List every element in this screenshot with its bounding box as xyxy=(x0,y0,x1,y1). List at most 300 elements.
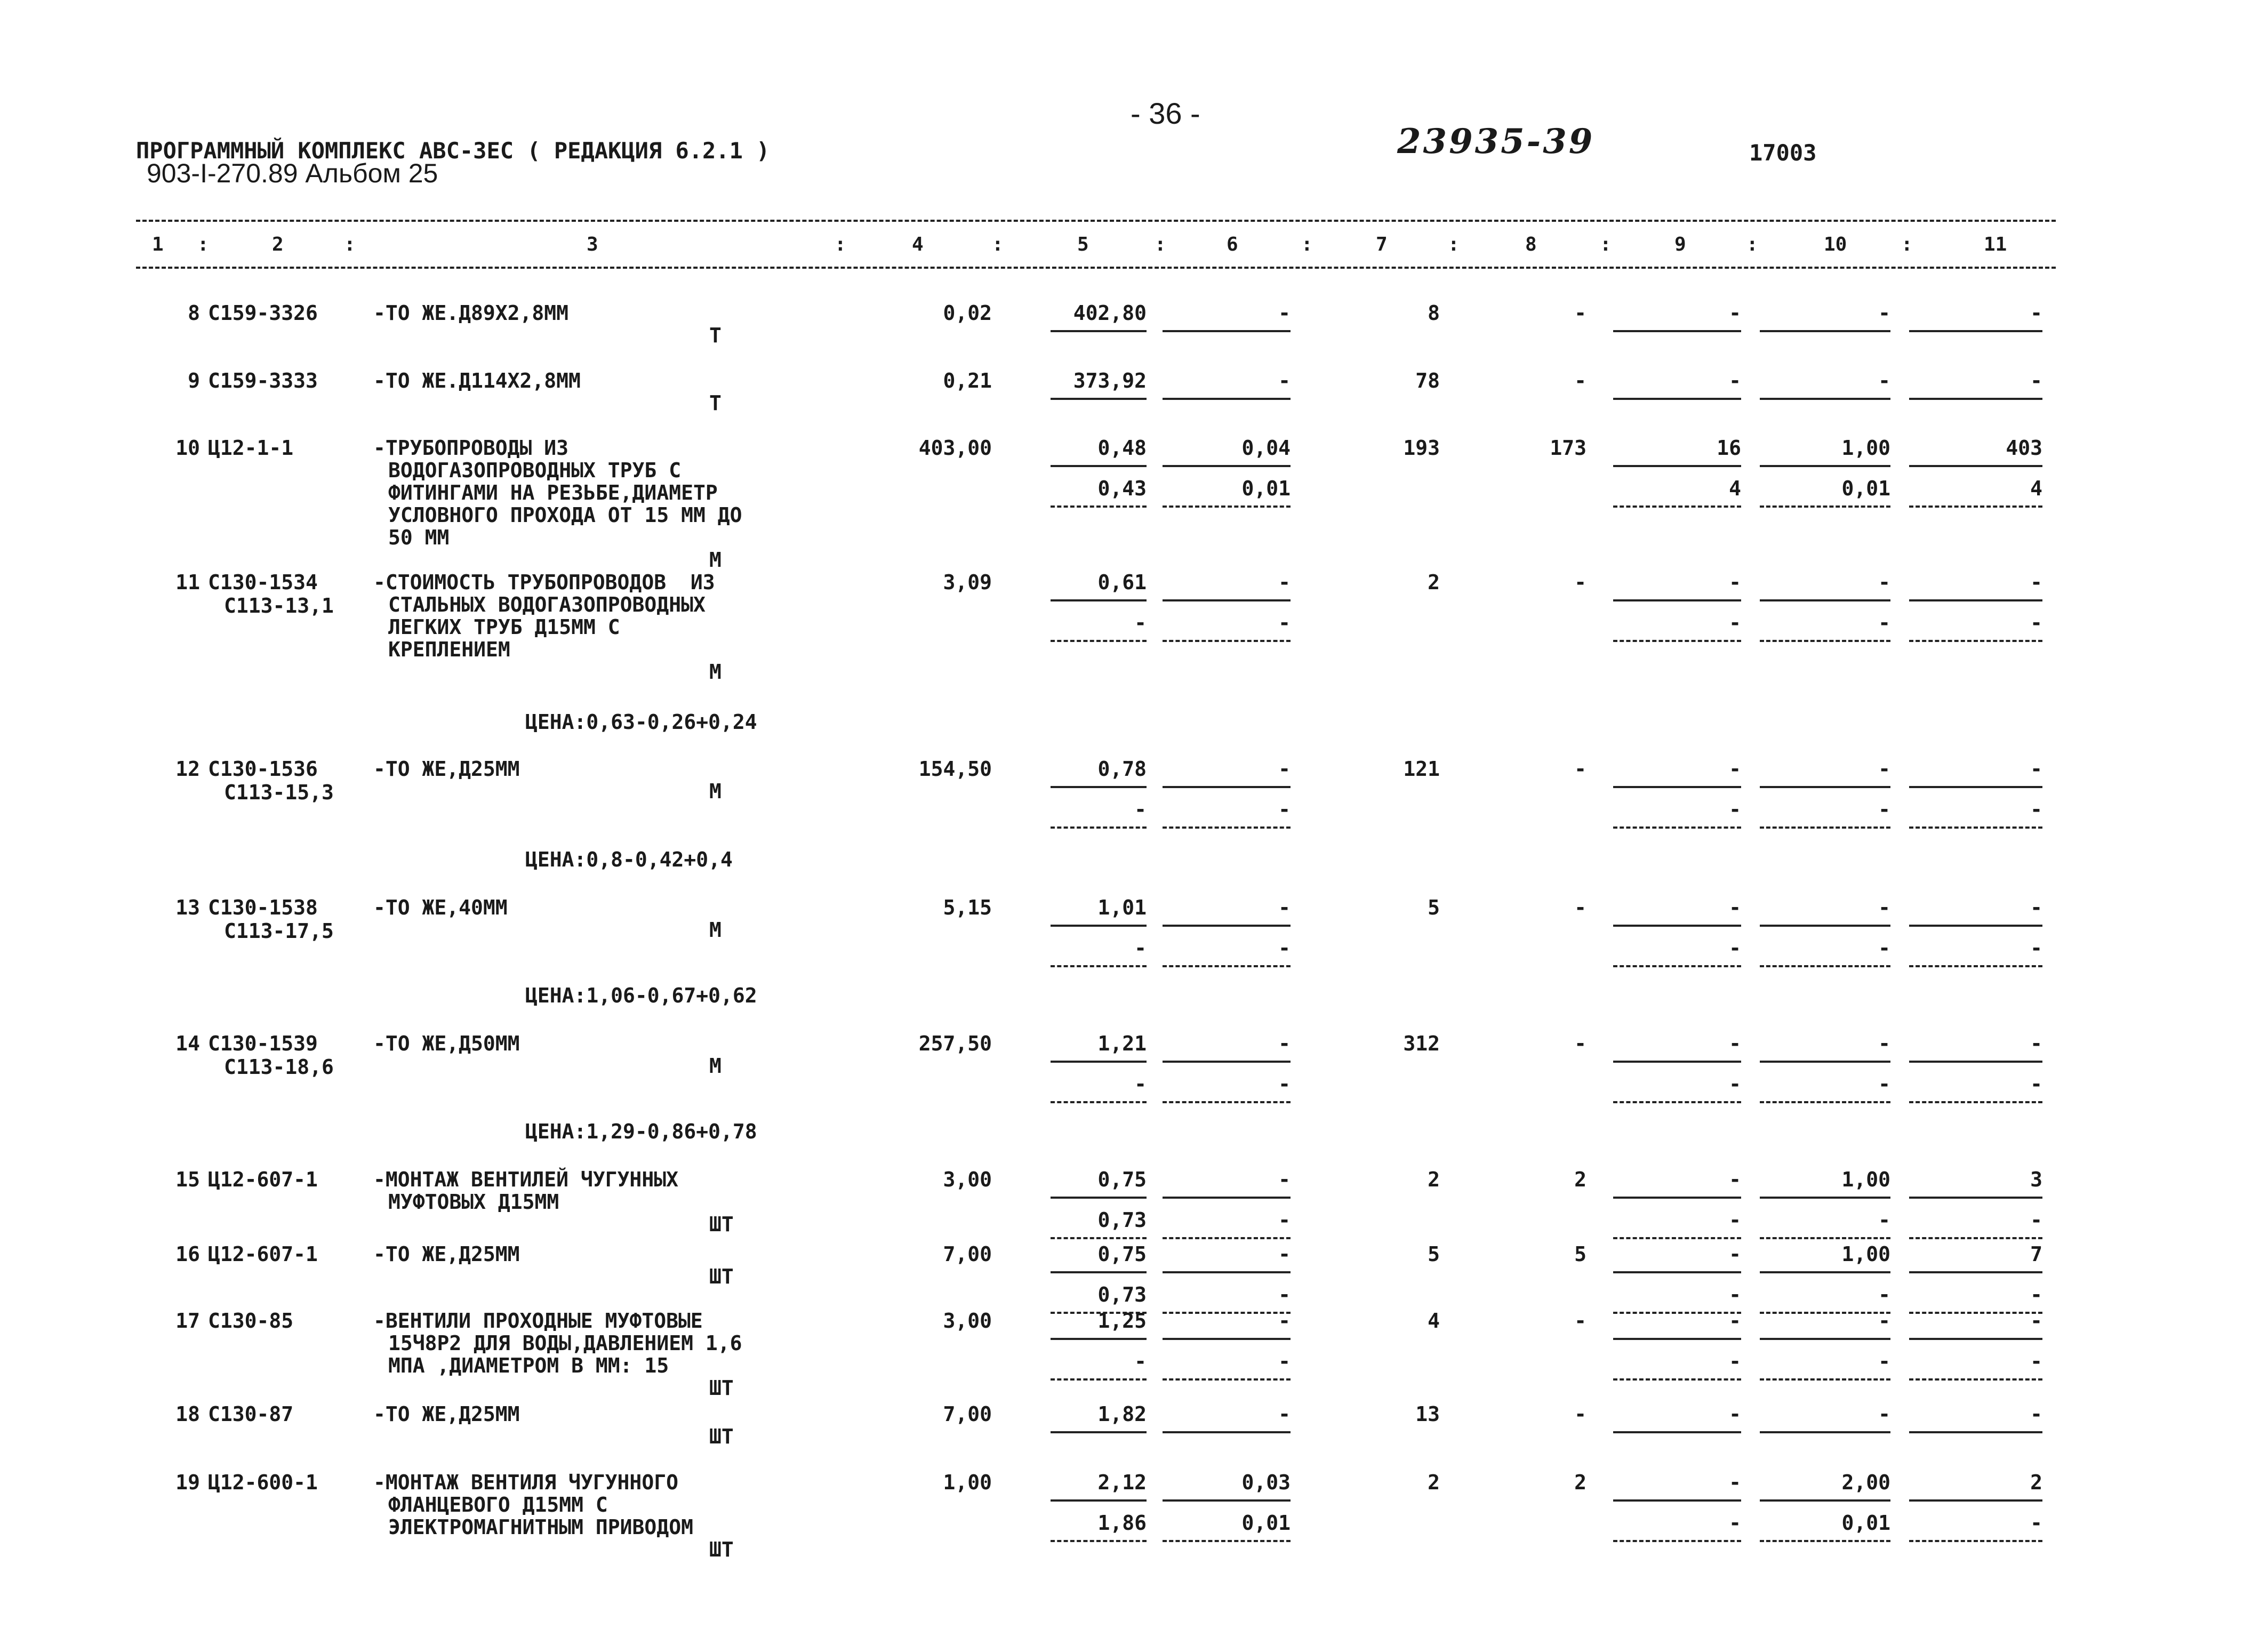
fraction-rule xyxy=(1051,599,1147,601)
labour-total-bottom: - xyxy=(2030,798,2042,821)
fraction-rule xyxy=(1051,1271,1147,1273)
unit-of-measure: ШТ xyxy=(709,1538,734,1561)
fraction-rule xyxy=(1909,1101,2042,1103)
fraction-rule xyxy=(1051,1237,1147,1239)
unit-cost-machines-bottom: - xyxy=(1278,1350,1291,1373)
quantity: 403,00 xyxy=(918,436,992,460)
total-machines-bottom: - xyxy=(1729,1511,1741,1535)
total-cost: 5 xyxy=(1428,896,1440,919)
total-wages: - xyxy=(1574,1032,1586,1055)
column-number: : xyxy=(1155,234,1166,255)
norm-code: Ц12-607-1 xyxy=(208,1168,318,1191)
total-cost: 121 xyxy=(1403,757,1440,781)
work-description: -ТО ЖЕ,40ММ xyxy=(373,896,508,919)
fraction-rule xyxy=(1909,1061,2042,1063)
fraction-rule xyxy=(1909,599,2042,601)
fraction-rule xyxy=(1163,1197,1291,1199)
album-reference: 903-I-270.89 Альбом 25 xyxy=(147,158,438,188)
fraction-rule xyxy=(1909,1540,2042,1542)
unit-cost-top: 2,12 xyxy=(1097,1471,1147,1494)
fraction-rule xyxy=(1909,505,2042,508)
price-formula: ЦЕНА:0,8-0,42+0,4 xyxy=(525,848,733,871)
column-number: : xyxy=(1901,234,1913,255)
unit-cost-top: 0,48 xyxy=(1097,436,1147,460)
fraction-rule xyxy=(1760,965,1890,967)
labour-unit-top: - xyxy=(1878,571,1890,594)
labour-total-bottom: - xyxy=(2030,1511,2042,1535)
unit-cost-top: 0,78 xyxy=(1097,757,1147,781)
fraction-rule xyxy=(1760,640,1890,642)
unit-of-measure: М xyxy=(709,548,722,572)
total-wages: 173 xyxy=(1550,436,1586,460)
fraction-rule xyxy=(1909,786,2042,788)
total-machines-bottom: - xyxy=(1729,1208,1741,1232)
labour-total-bottom: - xyxy=(2030,1350,2042,1373)
fraction-rule xyxy=(1909,640,2042,642)
row-number: 18 xyxy=(175,1402,200,1426)
fraction-rule xyxy=(1051,1540,1147,1542)
work-description: -ТО ЖЕ.Д114Х2,8ММ xyxy=(373,369,581,392)
unit-cost-machines-top: - xyxy=(1278,301,1291,325)
quantity: 3,00 xyxy=(943,1309,992,1333)
norm-code: Ц12-607-1 xyxy=(208,1242,318,1266)
unit-cost-bottom: - xyxy=(1134,936,1147,960)
fraction-rule xyxy=(1051,465,1147,467)
unit-cost-top: 0,61 xyxy=(1097,571,1147,594)
price-code: С113-17,5 xyxy=(224,919,334,943)
fraction-rule xyxy=(1051,398,1147,400)
fraction-rule xyxy=(1909,330,2042,332)
labour-total-top: - xyxy=(2030,896,2042,919)
norm-code: С130-87 xyxy=(208,1402,294,1426)
unit-of-measure: М xyxy=(709,1054,722,1078)
fraction-rule xyxy=(1163,330,1291,332)
total-machines-bottom: - xyxy=(1729,1350,1741,1373)
fraction-rule xyxy=(1909,1338,2042,1340)
norm-code: Ц12-600-1 xyxy=(208,1471,318,1494)
fraction-rule xyxy=(1163,398,1291,400)
quantity: 0,21 xyxy=(943,369,992,392)
header-program-title: ПРОГРАММНЫЙ КОМПЛЕКС АВС-3ЕС ( РЕДАКЦИЯ 6.2.1 ) xyxy=(136,138,770,164)
column-number: : xyxy=(1746,234,1758,255)
fraction-rule xyxy=(1051,1499,1147,1502)
labour-unit-top: - xyxy=(1878,896,1890,919)
column-number: 7 xyxy=(1376,234,1388,255)
row-number: 13 xyxy=(175,896,200,919)
unit-of-measure: Т xyxy=(709,391,722,415)
fraction-rule xyxy=(1613,925,1741,927)
total-machines-top: - xyxy=(1729,1402,1741,1426)
work-description: УСЛОВНОГО ПРОХОДА ОТ 15 ММ ДО xyxy=(388,503,742,527)
fraction-rule xyxy=(1613,330,1741,332)
unit-cost-machines-bottom: - xyxy=(1278,1072,1291,1096)
fraction-rule xyxy=(1613,1237,1741,1239)
work-description: -ТРУБОПРОВОДЫ ИЗ xyxy=(373,436,569,460)
unit-cost-machines-top: - xyxy=(1278,1402,1291,1426)
fraction-rule xyxy=(1163,786,1291,788)
column-number: 9 xyxy=(1674,234,1686,255)
unit-cost-bottom: - xyxy=(1134,798,1147,821)
price-formula: ЦЕНА:1,29-0,86+0,78 xyxy=(525,1120,757,1143)
column-number: 6 xyxy=(1227,234,1238,255)
fraction-rule xyxy=(1613,1061,1741,1063)
fraction-rule xyxy=(1909,1271,2042,1273)
unit-cost-top: 402,80 xyxy=(1073,301,1147,325)
unit-of-measure: М xyxy=(709,660,722,684)
fraction-rule xyxy=(1909,925,2042,927)
unit-cost-top: 0,75 xyxy=(1097,1168,1147,1191)
price-code: С113-15,3 xyxy=(224,781,334,804)
total-wages: - xyxy=(1574,1402,1586,1426)
fraction-rule xyxy=(1613,1431,1741,1433)
quantity: 0,02 xyxy=(943,301,992,325)
fraction-rule xyxy=(1163,640,1291,642)
fraction-rule xyxy=(1909,965,2042,967)
quantity: 7,00 xyxy=(943,1402,992,1426)
work-description: ФЛАНЦЕВОГО Д15ММ С xyxy=(388,1493,608,1516)
fraction-rule xyxy=(1760,786,1890,788)
total-machines-top: - xyxy=(1729,1242,1741,1266)
fraction-rule xyxy=(1760,1061,1890,1063)
total-wages: - xyxy=(1574,301,1586,325)
fraction-rule xyxy=(1760,1499,1890,1502)
labour-total-top: - xyxy=(2030,1032,2042,1055)
fraction-rule xyxy=(1051,925,1147,927)
labour-unit-bottom: - xyxy=(1878,611,1890,635)
fraction-rule xyxy=(1163,599,1291,601)
unit-cost-machines-top: - xyxy=(1278,1309,1291,1333)
total-machines-top: - xyxy=(1729,571,1741,594)
fraction-rule xyxy=(1909,1499,2042,1502)
row-number: 11 xyxy=(175,571,200,594)
quantity: 257,50 xyxy=(918,1032,992,1055)
total-machines-bottom: - xyxy=(1729,936,1741,960)
fraction-rule xyxy=(1909,1237,2042,1239)
price-code: С113-13,1 xyxy=(224,594,334,617)
labour-unit-top: - xyxy=(1878,1402,1890,1426)
unit-cost-top: 1,01 xyxy=(1097,896,1147,919)
unit-cost-top: 1,82 xyxy=(1097,1402,1147,1426)
unit-cost-bottom: 0,73 xyxy=(1097,1208,1147,1232)
labour-total-top: - xyxy=(2030,1309,2042,1333)
unit-of-measure: ШТ xyxy=(709,1376,734,1400)
total-cost: 193 xyxy=(1403,436,1440,460)
norm-code: С130-85 xyxy=(208,1309,294,1333)
work-description: -ТО ЖЕ,Д25ММ xyxy=(373,1242,520,1266)
unit-cost-machines-top: - xyxy=(1278,757,1291,781)
unit-of-measure: М xyxy=(709,780,722,803)
fraction-rule xyxy=(1760,1338,1890,1340)
column-number: : xyxy=(835,234,846,255)
labour-unit-bottom: - xyxy=(1878,1283,1890,1306)
total-cost: 8 xyxy=(1428,301,1440,325)
labour-unit-top: - xyxy=(1878,757,1890,781)
column-number: : xyxy=(1301,234,1313,255)
labour-unit-bottom: - xyxy=(1878,936,1890,960)
fraction-rule xyxy=(1760,505,1890,508)
fraction-rule xyxy=(1613,965,1741,967)
row-number: 14 xyxy=(175,1032,200,1055)
total-cost: 5 xyxy=(1428,1242,1440,1266)
labour-unit-top: 2,00 xyxy=(1841,1471,1890,1494)
labour-unit-bottom: 0,01 xyxy=(1841,1511,1890,1535)
unit-cost-machines-top: 0,04 xyxy=(1241,436,1291,460)
unit-cost-machines-top: - xyxy=(1278,369,1291,392)
work-description: -МОНТАЖ ВЕНТИЛЕЙ ЧУГУННЫХ xyxy=(373,1168,678,1191)
quantity: 3,00 xyxy=(943,1168,992,1191)
unit-cost-machines-bottom: - xyxy=(1278,611,1291,635)
unit-cost-machines-bottom: 0,01 xyxy=(1241,477,1291,500)
work-description: ЭЛЕКТРОМАГНИТНЫМ ПРИВОДОМ xyxy=(388,1515,693,1539)
unit-of-measure: ШТ xyxy=(709,1425,734,1448)
work-description: СТАЛЬНЫХ ВОДОГАЗОПРОВОДНЫХ xyxy=(388,593,706,616)
norm-code: С130-1534 xyxy=(208,571,318,594)
labour-unit-top: - xyxy=(1878,1309,1890,1333)
fraction-rule xyxy=(1760,1271,1890,1273)
total-wages: - xyxy=(1574,571,1586,594)
fraction-rule xyxy=(1760,1197,1890,1199)
fraction-rule xyxy=(1613,1338,1741,1340)
fraction-rule xyxy=(1163,1237,1291,1239)
header-top-rule xyxy=(136,220,2056,222)
unit-cost-top: 0,75 xyxy=(1097,1242,1147,1266)
unit-cost-machines-top: - xyxy=(1278,1032,1291,1055)
fraction-rule xyxy=(1760,1540,1890,1542)
fraction-rule xyxy=(1051,1338,1147,1340)
total-wages: - xyxy=(1574,369,1586,392)
total-machines-top: - xyxy=(1729,1032,1741,1055)
fraction-rule xyxy=(1760,330,1890,332)
work-description: -ТО ЖЕ,Д50ММ xyxy=(373,1032,520,1055)
fraction-rule xyxy=(1051,640,1147,642)
work-description: ЛЕГКИХ ТРУБ Д15ММ С xyxy=(388,615,620,639)
total-machines-bottom: - xyxy=(1729,611,1741,635)
quantity: 5,15 xyxy=(943,896,992,919)
column-number: 10 xyxy=(1824,234,1847,255)
unit-cost-machines-top: 0,03 xyxy=(1241,1471,1291,1494)
quantity: 7,00 xyxy=(943,1242,992,1266)
fraction-rule xyxy=(1909,465,2042,467)
fraction-rule xyxy=(1760,826,1890,829)
column-number: 3 xyxy=(587,234,598,255)
column-number: 1 xyxy=(152,234,164,255)
price-formula: ЦЕНА:0,63-0,26+0,24 xyxy=(525,710,757,734)
total-machines-top: - xyxy=(1729,301,1741,325)
labour-unit-top: 1,00 xyxy=(1841,436,1890,460)
labour-unit-top: 1,00 xyxy=(1841,1168,1890,1191)
work-description: 15Ч8Р2 ДЛЯ ВОДЫ,ДАВЛЕНИЕМ 1,6 xyxy=(388,1331,742,1355)
work-description: -МОНТАЖ ВЕНТИЛЯ ЧУГУННОГО xyxy=(373,1471,678,1494)
fraction-rule xyxy=(1051,826,1147,829)
fraction-rule xyxy=(1613,398,1741,400)
fraction-rule xyxy=(1760,398,1890,400)
fraction-rule xyxy=(1909,1378,2042,1381)
unit-cost-bottom: - xyxy=(1134,1350,1147,1373)
fraction-rule xyxy=(1909,398,2042,400)
labour-total-bottom: - xyxy=(2030,1283,2042,1306)
fraction-rule xyxy=(1909,1431,2042,1433)
fraction-rule xyxy=(1163,1378,1291,1381)
norm-code: С159-3333 xyxy=(208,369,318,392)
fraction-rule xyxy=(1163,1271,1291,1273)
fraction-rule xyxy=(1760,1237,1890,1239)
unit-of-measure: ШТ xyxy=(709,1213,734,1236)
total-machines-top: - xyxy=(1729,896,1741,919)
fraction-rule xyxy=(1909,826,2042,829)
unit-cost-bottom: 1,86 xyxy=(1097,1511,1147,1535)
fraction-rule xyxy=(1760,1378,1890,1381)
fraction-rule xyxy=(1163,925,1291,927)
column-number: : xyxy=(1448,234,1460,255)
labour-total-bottom: - xyxy=(2030,1208,2042,1232)
labour-total-top: 403 xyxy=(2006,436,2042,460)
labour-unit-bottom: 0,01 xyxy=(1841,477,1890,500)
unit-cost-machines-bottom: - xyxy=(1278,1208,1291,1232)
norm-code: С130-1539 xyxy=(208,1032,318,1055)
total-wages: - xyxy=(1574,757,1586,781)
labour-total-top: - xyxy=(2030,757,2042,781)
fraction-rule xyxy=(1613,1499,1741,1502)
total-machines-top: - xyxy=(1729,1309,1741,1333)
total-machines-top: 16 xyxy=(1717,436,1741,460)
page-number: - 36 - xyxy=(1131,97,1200,130)
unit-cost-machines-bottom: - xyxy=(1278,936,1291,960)
column-number: : xyxy=(1600,234,1612,255)
column-number: : xyxy=(197,234,209,255)
fraction-rule xyxy=(1613,1271,1741,1273)
labour-unit-bottom: - xyxy=(1878,798,1890,821)
total-machines-top: - xyxy=(1729,757,1741,781)
labour-total-top: 7 xyxy=(2030,1242,2042,1266)
fraction-rule xyxy=(1613,1378,1741,1381)
unit-cost-machines-top: - xyxy=(1278,1168,1291,1191)
labour-total-top: - xyxy=(2030,301,2042,325)
total-cost: 4 xyxy=(1428,1309,1440,1333)
quantity: 154,50 xyxy=(918,757,992,781)
fraction-rule xyxy=(1613,640,1741,642)
work-description: ФИТИНГАМИ НА РЕЗЬБЕ,ДИАМЕТР xyxy=(388,481,718,504)
labour-total-top: - xyxy=(2030,369,2042,392)
fraction-rule xyxy=(1163,505,1291,508)
work-description: -ВЕНТИЛИ ПРОХОДНЫЕ МУФТОВЫЕ xyxy=(373,1309,703,1333)
unit-cost-top: 1,25 xyxy=(1097,1309,1147,1333)
unit-cost-top: 1,21 xyxy=(1097,1032,1147,1055)
fraction-rule xyxy=(1051,1378,1147,1381)
total-wages: - xyxy=(1574,896,1586,919)
labour-total-bottom: - xyxy=(2030,1072,2042,1096)
fraction-rule xyxy=(1051,786,1147,788)
fraction-rule xyxy=(1163,1101,1291,1103)
fraction-rule xyxy=(1613,599,1741,601)
fraction-rule xyxy=(1163,965,1291,967)
fraction-rule xyxy=(1051,505,1147,508)
labour-unit-top: - xyxy=(1878,1032,1890,1055)
unit-cost-machines-bottom: - xyxy=(1278,798,1291,821)
fraction-rule xyxy=(1760,465,1890,467)
fraction-rule xyxy=(1163,465,1291,467)
labour-unit-top: - xyxy=(1878,369,1890,392)
fraction-rule xyxy=(1163,1431,1291,1433)
column-number: 11 xyxy=(1984,234,2007,255)
row-number: 19 xyxy=(175,1471,200,1494)
total-wages: 2 xyxy=(1574,1168,1586,1191)
total-wages: 2 xyxy=(1574,1471,1586,1494)
fraction-rule xyxy=(1613,826,1741,829)
total-cost: 2 xyxy=(1428,1168,1440,1191)
column-number: 5 xyxy=(1077,234,1089,255)
fraction-rule xyxy=(1051,1197,1147,1199)
fraction-rule xyxy=(1760,599,1890,601)
labour-total-top: 3 xyxy=(2030,1168,2042,1191)
row-number: 16 xyxy=(175,1242,200,1266)
total-machines-bottom: 4 xyxy=(1729,477,1741,500)
unit-cost-machines-top: - xyxy=(1278,571,1291,594)
total-machines-bottom: - xyxy=(1729,1072,1741,1096)
norm-code: С159-3326 xyxy=(208,301,318,325)
row-number: 15 xyxy=(175,1168,200,1191)
fraction-rule xyxy=(1163,1338,1291,1340)
unit-cost-machines-bottom: 0,01 xyxy=(1241,1511,1291,1535)
quantity: 3,09 xyxy=(943,571,992,594)
column-number: 4 xyxy=(912,234,924,255)
work-description: КРЕПЛЕНИЕМ xyxy=(388,638,510,661)
labour-total-bottom: - xyxy=(2030,936,2042,960)
column-number: : xyxy=(992,234,1004,255)
fraction-rule xyxy=(1760,1101,1890,1103)
total-cost: 13 xyxy=(1415,1402,1440,1426)
fraction-rule xyxy=(1051,1101,1147,1103)
total-cost: 312 xyxy=(1403,1032,1440,1055)
labour-total-top: 2 xyxy=(2030,1471,2042,1494)
labour-unit-bottom: - xyxy=(1878,1072,1890,1096)
work-description: МПА ,ДИАМЕТРОМ В ММ: 15 xyxy=(388,1354,669,1377)
fraction-rule xyxy=(1163,1499,1291,1502)
unit-of-measure: Т xyxy=(709,324,722,347)
fraction-rule xyxy=(1760,1431,1890,1433)
norm-code: С130-1536 xyxy=(208,757,318,781)
fraction-rule xyxy=(1051,330,1147,332)
labour-total-top: - xyxy=(2030,1402,2042,1426)
fraction-rule xyxy=(1163,1061,1291,1063)
labour-unit-top: 1,00 xyxy=(1841,1242,1890,1266)
total-machines-top: - xyxy=(1729,369,1741,392)
labour-unit-bottom: - xyxy=(1878,1208,1890,1232)
price-code: С113-18,6 xyxy=(224,1055,334,1079)
work-description: ВОДОГАЗОПРОВОДНЫХ ТРУБ С xyxy=(388,459,682,482)
total-machines-top: - xyxy=(1729,1168,1741,1191)
unit-of-measure: ШТ xyxy=(709,1265,734,1288)
unit-cost-machines-top: - xyxy=(1278,1242,1291,1266)
unit-of-measure: М xyxy=(709,918,722,942)
work-description: МУФТОВЫХ Д15ММ xyxy=(388,1190,559,1214)
unit-cost-bottom: 0,73 xyxy=(1097,1283,1147,1306)
fraction-rule xyxy=(1613,1101,1741,1103)
fraction-rule xyxy=(1760,925,1890,927)
labour-unit-top: - xyxy=(1878,301,1890,325)
quantity: 1,00 xyxy=(943,1471,992,1494)
norm-code: Ц12-1-1 xyxy=(208,436,294,460)
column-number: : xyxy=(344,234,356,255)
total-wages: - xyxy=(1574,1309,1586,1333)
row-number: 17 xyxy=(175,1309,200,1333)
unit-cost-bottom: - xyxy=(1134,1072,1147,1096)
labour-unit-bottom: - xyxy=(1878,1350,1890,1373)
unit-cost-machines-bottom: - xyxy=(1278,1283,1291,1306)
fraction-rule xyxy=(1613,505,1741,508)
work-description: -ТО ЖЕ.Д89Х2,8ММ xyxy=(373,301,569,325)
work-description: -СТОИМОСТЬ ТРУБОПРОВОДОВ ИЗ xyxy=(373,571,715,594)
row-number: 8 xyxy=(188,301,200,325)
